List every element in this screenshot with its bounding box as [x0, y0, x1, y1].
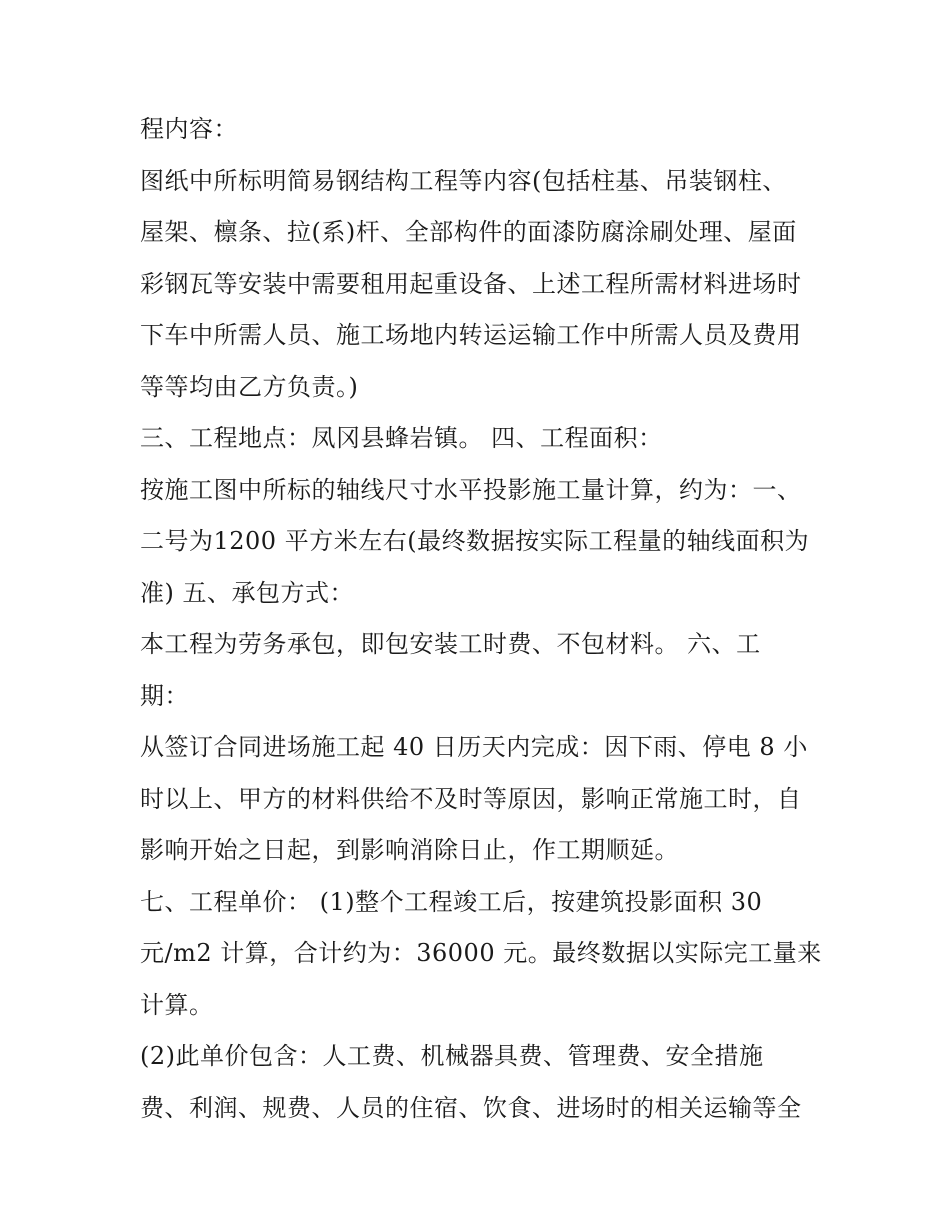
text-line: 元/m2 计算，合计约为：36000 元。最终数据以实际完工量来: [140, 939, 822, 967]
text-line: 时以上、甲方的材料供给不及时等原因，影响正常施工时，自: [140, 784, 802, 813]
text-line: 彩钢瓦等安装中需要租用起重设备、上述工程所需材料进场时: [140, 269, 802, 298]
text-line: 等等均由乙方负责。): [140, 372, 359, 401]
document-page: [140, 104, 820, 1134]
section-heading-line: 期：: [140, 681, 189, 710]
text-line: 计算。: [140, 990, 214, 1019]
section-heading-line: 三、工程地点：凤冈县蜂岩镇。 四、工程面积：: [140, 424, 663, 452]
text-line: 下车中所需人员、施工场地内转运运输工作中所需人员及费用: [140, 321, 802, 349]
text-line: 本工程为劳务承包，即包安装工时费、不包材料。 六、工: [140, 630, 761, 658]
text-line: 从签订合同进场施工起 40 日历天内完成：因下雨、停电 8 小: [140, 733, 808, 761]
text-line: (2)此单价包含：人工费、机械器具费、管理费、安全措施: [140, 1042, 764, 1070]
section-heading-line: 准) 五、承包方式：: [140, 578, 354, 607]
text-line: 图纸中所标明简易钢结构工程等内容(包括柱基、吊装钢柱、: [140, 166, 787, 195]
text-line: 二号为1200 平方米左右(最终数据按实际工程量的轴线面积为: [140, 527, 810, 555]
text-line: 按施工图中所标的轴线尺寸水平投影施工量计算，约为：一、: [140, 475, 802, 504]
text-line: 费、利润、规费、人员的住宿、饮食、进场时的相关运输等全: [140, 1093, 802, 1122]
text-line: 影响开始之日起，到影响消除日止，作工期顺延。: [140, 836, 679, 864]
text-line: 屋架、檩条、拉(系)杆、全部构件的面漆防腐涂刷处理、屋面: [140, 218, 797, 246]
text-line: 程内容：: [140, 115, 238, 143]
section-heading-line: 七、工程单价： (1)整个工程竣工后，按建筑投影面积 30: [140, 887, 763, 916]
